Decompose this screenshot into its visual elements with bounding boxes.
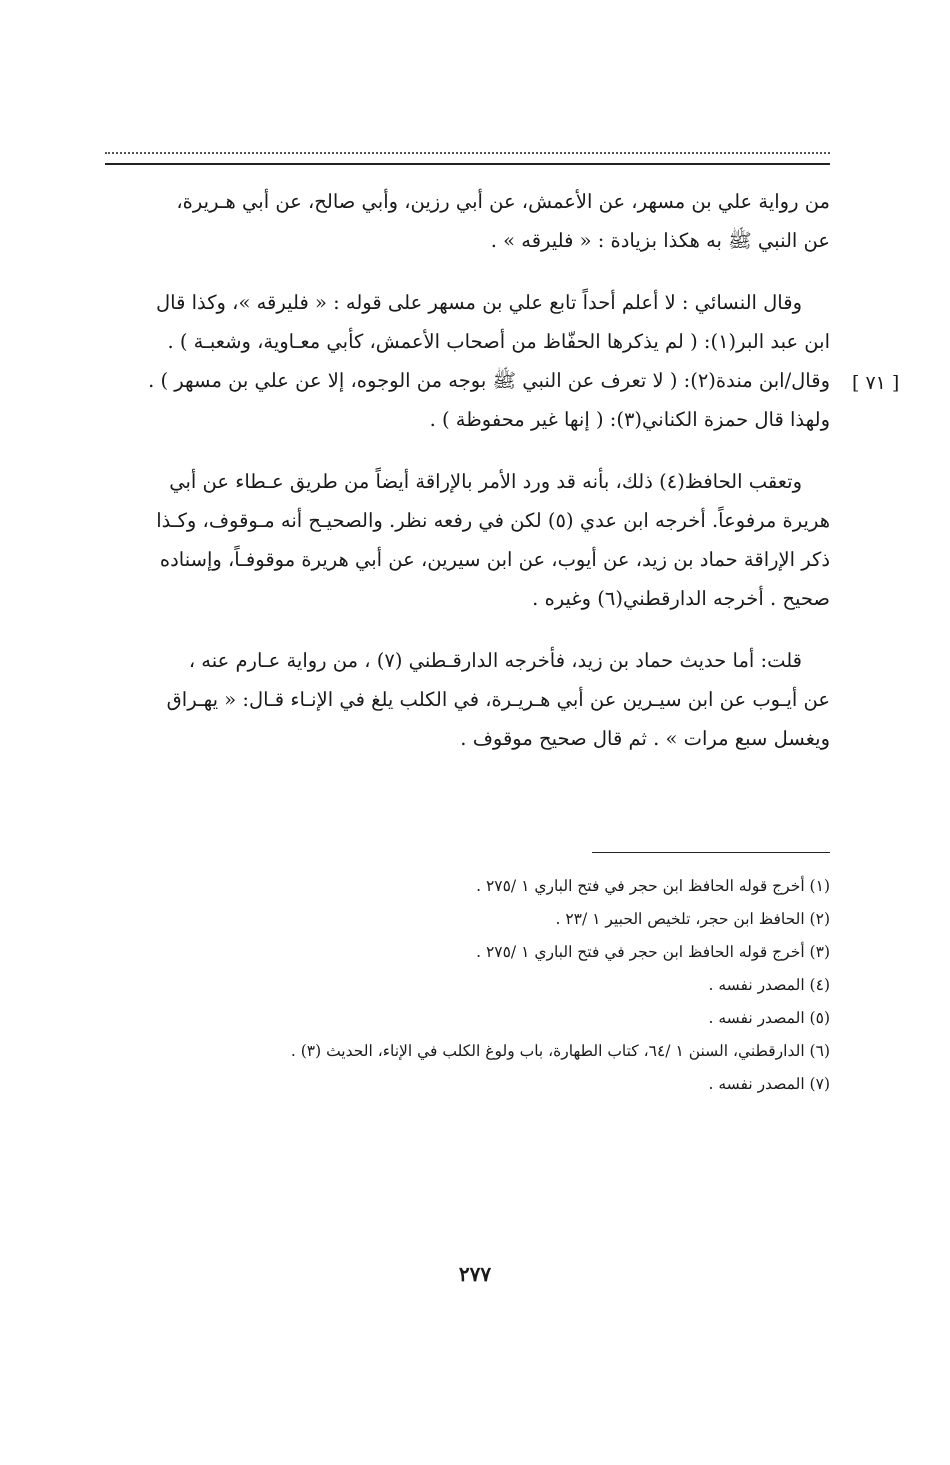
footnotes: [105, 870, 830, 1101]
paragraph-1: [105, 182, 830, 260]
footnote-5: (٥) المصدر نفسه .: [708, 1009, 830, 1027]
text-line: من رواية علي بن مسهر، عن الأعمش، عن أبي رزين، وأبي صالح، عن أبي هـريرة،: [176, 190, 830, 213]
footnote-3: (٣) أخرج قوله الحافظ ابن حجر في فتح الباري ١ /٢٧٥ .: [476, 943, 830, 961]
manuscript-folio-marker: [ ٧١ ]: [852, 372, 900, 394]
header-dotted-rule: [105, 152, 830, 154]
footnote-6: (٦) الدارقطني، السنن ١ /٦٤، كتاب الطهارة، باب ولوغ الكلب في الإناء، الحديث (٣) .: [290, 1042, 830, 1060]
paragraph-4: [105, 641, 830, 758]
text-line: قلت: أما حديث حماد بن زيد، فأخرجه الدارقـطني (٧) ، من رواية عـارم عنه ،: [188, 649, 802, 672]
text-line: ذكر الإراقة حماد بن زيد، عن أيوب، عن ابن سيرين، عن أبي هريرة موقوفـاً، وإسناده: [159, 548, 830, 571]
text-line: هريرة مرفوعاً. أخرجه ابن عدي (٥) لكن في رفعه نظر. والصحيـح أنه مـوقوف، وكـذا: [156, 509, 830, 532]
main-text: [105, 182, 830, 781]
text-line: عن أيـوب عن ابن سيـرين عن أبي هـريـرة، في الكلب يلغ في الإنـاء قـال: « يهـراق: [166, 688, 830, 711]
footnote-2: (٢) الحافظ ابن حجر، تلخيص الحبير ١ /٢٣ .: [555, 910, 830, 928]
text-line: صحيح . أخرجه الدارقطني(٦) وغيره .: [532, 587, 830, 610]
text-line: وقال النسائي : لا أعلم أحداً تابع علي بن مسهر على قوله : « فليرقه »، وكذا قال: [155, 291, 802, 314]
text-line: ابن عبد البر(١): ( لم يذكرها الحفّاظ من أصحاب الأعمش، كأبي معـاوية، وشعبـة ) .: [167, 330, 830, 353]
text-line: ولهذا قال حمزة الكناني(٣): ( إنها غير محفوظة ) .: [429, 408, 830, 431]
text-line: ويغسل سبع مرات » . ثم قال صحيح موقوف .: [460, 727, 830, 750]
paragraph-2: [105, 283, 830, 439]
footnote-1: (١) أخرج قوله الحافظ ابن حجر في فتح الباري ١ /٢٧٥ .: [476, 877, 830, 895]
text-line: وتعقب الحافظ(٤) ذلك، بأنه قد ورد الأمر بالإراقة أيضاً من طريق عـطاء عن أبي: [169, 470, 802, 493]
text-line: عن النبي ﷺ به هكذا بزيادة : « فليرقه » .: [490, 229, 830, 252]
page-number: ٢٧٧: [458, 1262, 492, 1286]
paragraph-3: [105, 462, 830, 618]
header-solid-rule: [105, 163, 830, 165]
text-line: وقال/ابن مندة(٢): ( لا تعرف عن النبي ﷺ بوجه من الوجوه، إلا عن علي بن مسهر ) .: [148, 369, 830, 392]
footnote-separator: [592, 852, 830, 853]
footnote-4: (٤) المصدر نفسه .: [708, 976, 830, 994]
footnote-7: (٧) المصدر نفسه .: [708, 1075, 830, 1093]
